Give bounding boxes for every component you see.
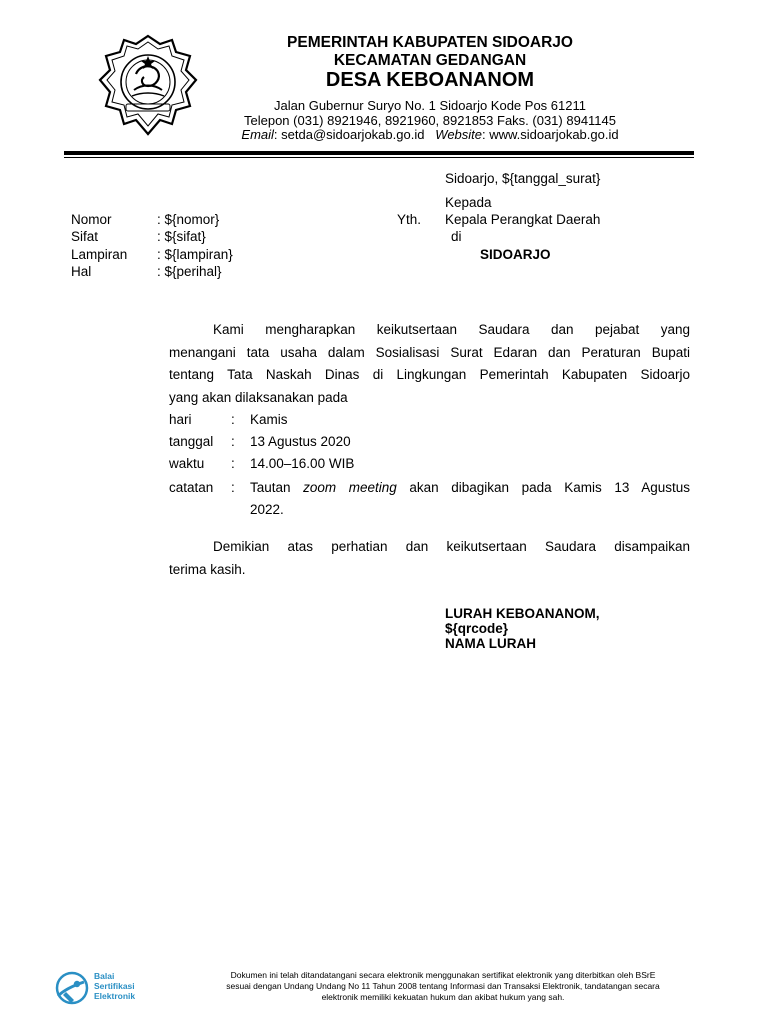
detail-colon: : bbox=[231, 434, 235, 449]
meta-label-sifat: Sifat bbox=[71, 229, 99, 244]
meta-value-nomor: : ${nomor} bbox=[157, 212, 220, 227]
detail-value-catatan bbox=[250, 480, 690, 495]
detail-value-hari: Kamis bbox=[250, 412, 288, 427]
signature-title: LURAH KEBOANANOM, bbox=[445, 606, 600, 621]
meta-label-nomor: Nomor bbox=[71, 212, 112, 227]
signature-name: NAMA LURAH bbox=[445, 636, 536, 651]
detail-value-tanggal: 13 Agustus 2020 bbox=[250, 434, 351, 449]
header-address: Jalan Gubernur Suryo No. 1 Sidoarjo Kode Pos 61211 bbox=[274, 98, 586, 113]
bsre-line3: Elektronik bbox=[94, 991, 136, 1001]
meta-value-lampiran: : ${lampiran} bbox=[157, 247, 233, 262]
detail-value-catatan-line2: 2022. bbox=[250, 502, 284, 517]
recipient-kepada: Kepada bbox=[445, 195, 492, 210]
detail-label-catatan: catatan bbox=[169, 480, 214, 495]
footer-line2: sesuai dengan Undang Undang No 11 Tahun 2008 tentang Informasi dan Transaksi Elektronik, tandatangan secara bbox=[226, 981, 660, 991]
meta-value-hal: : ${perihal} bbox=[157, 264, 222, 279]
detail-colon: : bbox=[231, 480, 235, 495]
recipient-name: Kepala Perangkat Daerah bbox=[445, 212, 601, 227]
footer-line3: elektronik memiliki kekuatan hukum dan akibat hukum yang sah. bbox=[321, 992, 565, 1002]
body-p1-line2: menangani tata usaha dalam Sosialisasi Surat Edaran dan Peraturan Bupati bbox=[169, 344, 690, 360]
sidoarjo-emblem-icon bbox=[98, 34, 198, 138]
header-rule-thick bbox=[64, 151, 694, 155]
detail-label-tanggal: tanggal bbox=[169, 434, 214, 449]
header-government: PEMERINTAH KABUPATEN SIDOARJO bbox=[287, 34, 573, 51]
body-paragraph-1 bbox=[169, 319, 690, 409]
catatan-text-post: akan dibagikan pada Kamis 13 Agustus bbox=[396, 480, 690, 495]
email-label: Email bbox=[241, 127, 274, 142]
catatan-zoom-meeting: zoom meeting bbox=[303, 480, 397, 495]
body-p2-line1: Demikian atas perhatian dan keikutsertaan Saudara disampaikan bbox=[213, 539, 690, 554]
recipient-city: SIDOARJO bbox=[480, 247, 551, 262]
bsre-line2: Sertifikasi bbox=[94, 981, 135, 991]
bsre-line1: Balai bbox=[94, 971, 115, 981]
header-contact bbox=[210, 127, 650, 142]
header-rule-thin bbox=[64, 157, 694, 158]
website-value: : www.sidoarjokab.go.id bbox=[482, 127, 619, 142]
body-paragraph-2 bbox=[169, 536, 690, 581]
detail-label-waktu: waktu bbox=[169, 456, 205, 471]
body-p1-line3: tentang Tata Naskah Dinas di Lingkungan Pemerintah Kabupaten Sidoarjo bbox=[169, 367, 690, 382]
meta-value-sifat: : ${sifat} bbox=[157, 229, 206, 244]
bsre-logo-icon bbox=[54, 970, 92, 1006]
detail-value-waktu: 14.00–16.00 WIB bbox=[250, 456, 355, 471]
body-p1-line4: yang akan dilaksanakan pada bbox=[169, 389, 348, 405]
detail-label-hari: hari bbox=[169, 412, 192, 427]
signature-qrcode: ${qrcode} bbox=[445, 621, 509, 636]
place-date: Sidoarjo, ${tanggal_surat} bbox=[445, 171, 601, 186]
website-label: Website bbox=[435, 127, 483, 142]
detail-colon: : bbox=[231, 456, 235, 471]
detail-colon: : bbox=[231, 412, 235, 427]
meta-label-lampiran: Lampiran bbox=[71, 247, 128, 262]
header-village: DESA KEBOANANOM bbox=[325, 69, 535, 91]
meta-label-hal: Hal bbox=[71, 264, 92, 279]
footer-line1: Dokumen ini telah ditandatangani secara elektronik menggunakan sertifikat elektronik yang diterbitkan oleh BSrE bbox=[230, 970, 656, 980]
catatan-text-pre: Tautan bbox=[250, 480, 304, 495]
recipient-di: di bbox=[451, 229, 462, 244]
body-p2-line2: terima kasih. bbox=[169, 561, 246, 577]
body-p1-line1: Kami mengharapkan keikutsertaan Saudara dan pejabat yang bbox=[213, 322, 690, 337]
recipient-yth: Yth. bbox=[397, 212, 422, 227]
header-district: KECAMATAN GEDANGAN bbox=[333, 52, 527, 69]
email-value: : setda@sidoarjokab.go.id bbox=[273, 127, 425, 142]
bsre-logo-text bbox=[94, 971, 135, 1001]
footer-statement bbox=[178, 970, 708, 1003]
header-phone: Telepon (031) 8921946, 8921960, 8921853 Faks. (031) 8941145 bbox=[244, 113, 616, 128]
